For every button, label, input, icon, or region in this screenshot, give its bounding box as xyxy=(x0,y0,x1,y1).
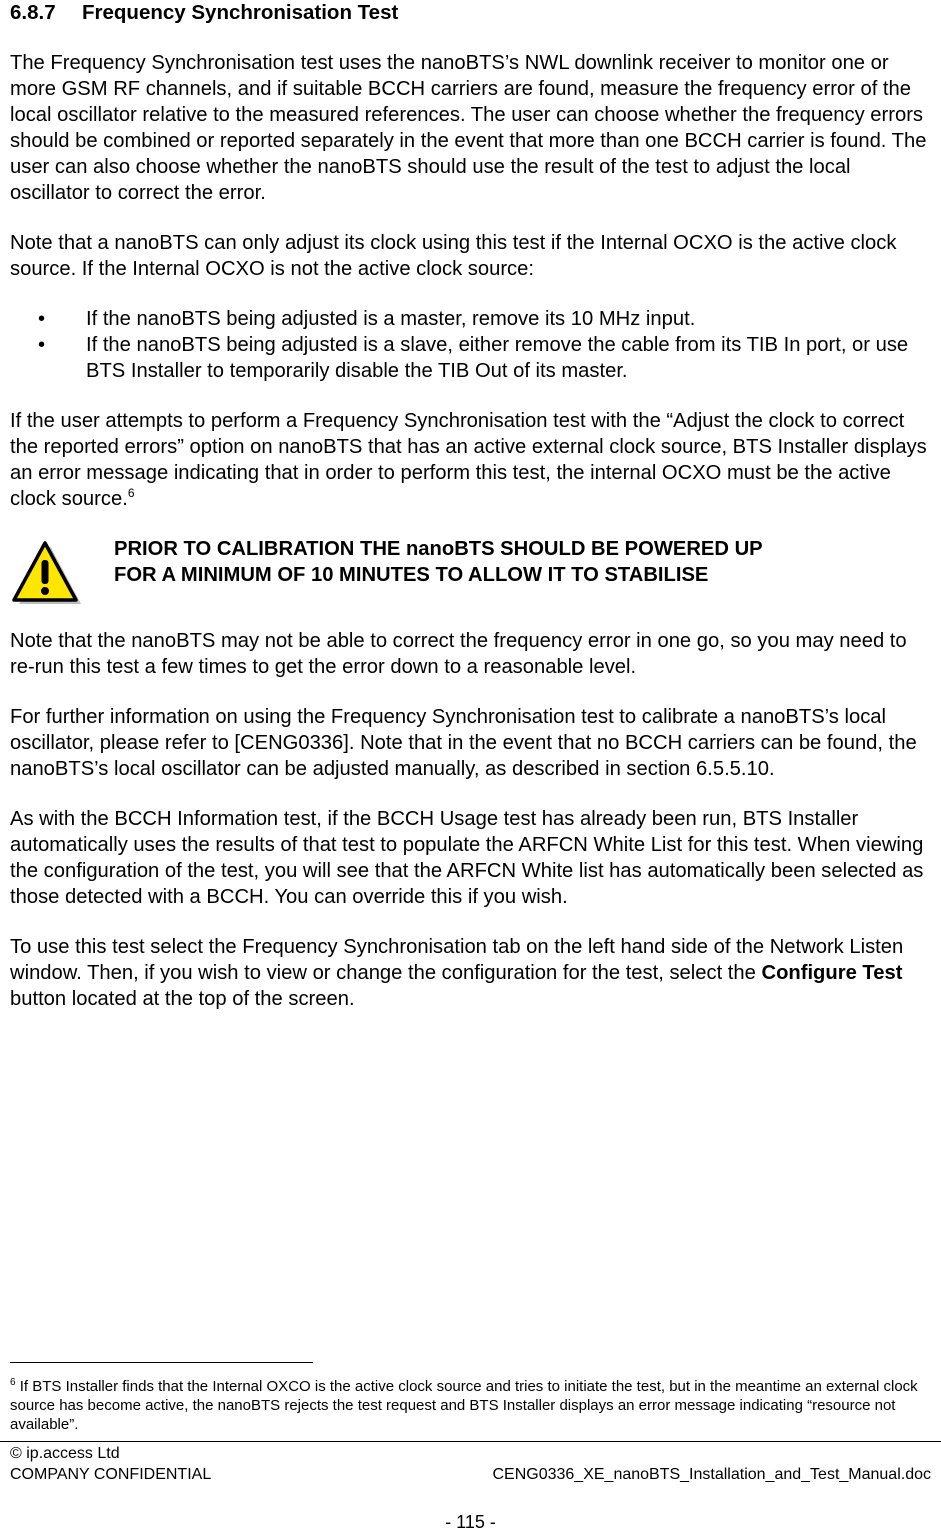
paragraph-further-info: For further information on using the Frequency Synchronisation test to calibrate a nanoBTS’s local oscillator, please refer to [CENG0336]. Note that in the event that no BCCH carriers can be found, the nanoBTS’s local oscillator can be adjusted manually, as described in section 6.5.5.10. xyxy=(10,706,917,780)
page-number: - 115 - xyxy=(445,1512,496,1532)
list-item xyxy=(10,332,935,384)
footnote-mark: 6 xyxy=(10,1377,16,1388)
warning-text xyxy=(114,536,904,588)
paragraph-usage-text-start: To use this test select the Frequency Synchronisation tab on the left hand side of the Network Listen window. Then, if you wish to view or change the configuration for the test, select the xyxy=(10,936,904,984)
section-heading xyxy=(10,0,935,26)
footer-document-name: CENG0336_XE_nanoBTS_Installation_and_Test_Manual.doc xyxy=(492,1466,931,1483)
paragraph-rerun-note: Note that the nanoBTS may not be able to correct the frequency error in one go, so you may need to re-run this test a few times to get the error down to a reasonable level. xyxy=(10,630,907,678)
list-item xyxy=(10,306,935,332)
warning-line-2: FOR A MINIMUM OF 10 MINUTES TO ALLOW IT TO STABILISE xyxy=(114,564,709,586)
footnote-reference[interactable]: 6 xyxy=(127,486,135,500)
list-item-text: If the nanoBTS being adjusted is a master, remove its 10 MHz input. xyxy=(86,308,696,330)
footer-confidential: COMPANY CONFIDENTIAL xyxy=(10,1466,212,1483)
footnote xyxy=(10,1377,925,1434)
paragraph-usage-instructions xyxy=(10,934,935,1012)
bullet-marker: • xyxy=(38,334,46,356)
paragraph-error-message-text: If the user attempts to perform a Frequency Synchronisation test with the “Adjust the clock to correct the reported errors” option on nanoBTS that has an active external clock source, BTS Installer displays an error message indicating that in order to perform this test, the internal OCXO must be the active clock source. xyxy=(10,410,927,510)
footer-copyright: © ip.access Ltd xyxy=(10,1445,120,1462)
paragraph-error-message xyxy=(10,408,935,512)
footer-row-2 xyxy=(10,1464,931,1485)
paragraph-usage-text-end: button located at the top of the screen. xyxy=(10,988,355,1010)
document-page xyxy=(10,0,935,1532)
paragraph-arfcn-white-list: As with the BCCH Information test, if the BCCH Usage test has already been run, BTS Installer automatically uses the results of that test to populate the ARFCN White List for this test. When viewing the configuration of the test, you will see that the ARFCN White list has automatically been selected as those detected with a BCCH. You can override this if you wish. xyxy=(10,808,924,908)
footnote-separator xyxy=(10,1362,313,1363)
configure-test-label: Configure Test xyxy=(761,962,903,984)
warning-line-1: PRIOR TO CALIBRATION THE nanoBTS SHOULD BE POWERED UP xyxy=(114,538,763,560)
bullet-list xyxy=(10,306,935,384)
warning-triangle-icon xyxy=(10,540,82,606)
footnote-text: If BTS Installer finds that the Internal OXCO is the active clock source and tries to initiate the test, but in the meantime an external clock source has become active, the nanoBTS rejects the test request and BTS Installer displays an error message indicating “resource not available”. xyxy=(10,1378,918,1433)
footer-row-1 xyxy=(10,1443,931,1464)
section-title: Frequency Synchronisation Test xyxy=(82,1,399,24)
list-item-text: If the nanoBTS being adjusted is a slave, either remove the cable from its TIB In port, or use BTS Installer to temporarily disable the TIB Out of its master. xyxy=(86,334,909,382)
page-footer xyxy=(10,1443,931,1485)
footer-separator xyxy=(0,1441,941,1442)
paragraph-intro: The Frequency Synchronisation test uses the nanoBTS’s NWL downlink receiver to monitor one or more GSM RF channels, and if suitable BCCH carriers are found, measure the frequency error of the local oscillator relative to the measured references. The user can choose whether the frequency errors should be combined or reported separately in the event that more than one BCCH carrier is found. The user can also choose whether the nanoBTS should use the result of the test to adjust the local oscillator to correct the error. xyxy=(10,52,927,204)
warning-callout xyxy=(10,536,935,628)
paragraph-clock-note: Note that a nanoBTS can only adjust its clock using this test if the Internal OCXO is the active clock source. If the Internal OCXO is not the active clock source: xyxy=(10,232,897,280)
bullet-marker: • xyxy=(38,308,46,330)
section-number: 6.8.7 xyxy=(10,1,56,24)
